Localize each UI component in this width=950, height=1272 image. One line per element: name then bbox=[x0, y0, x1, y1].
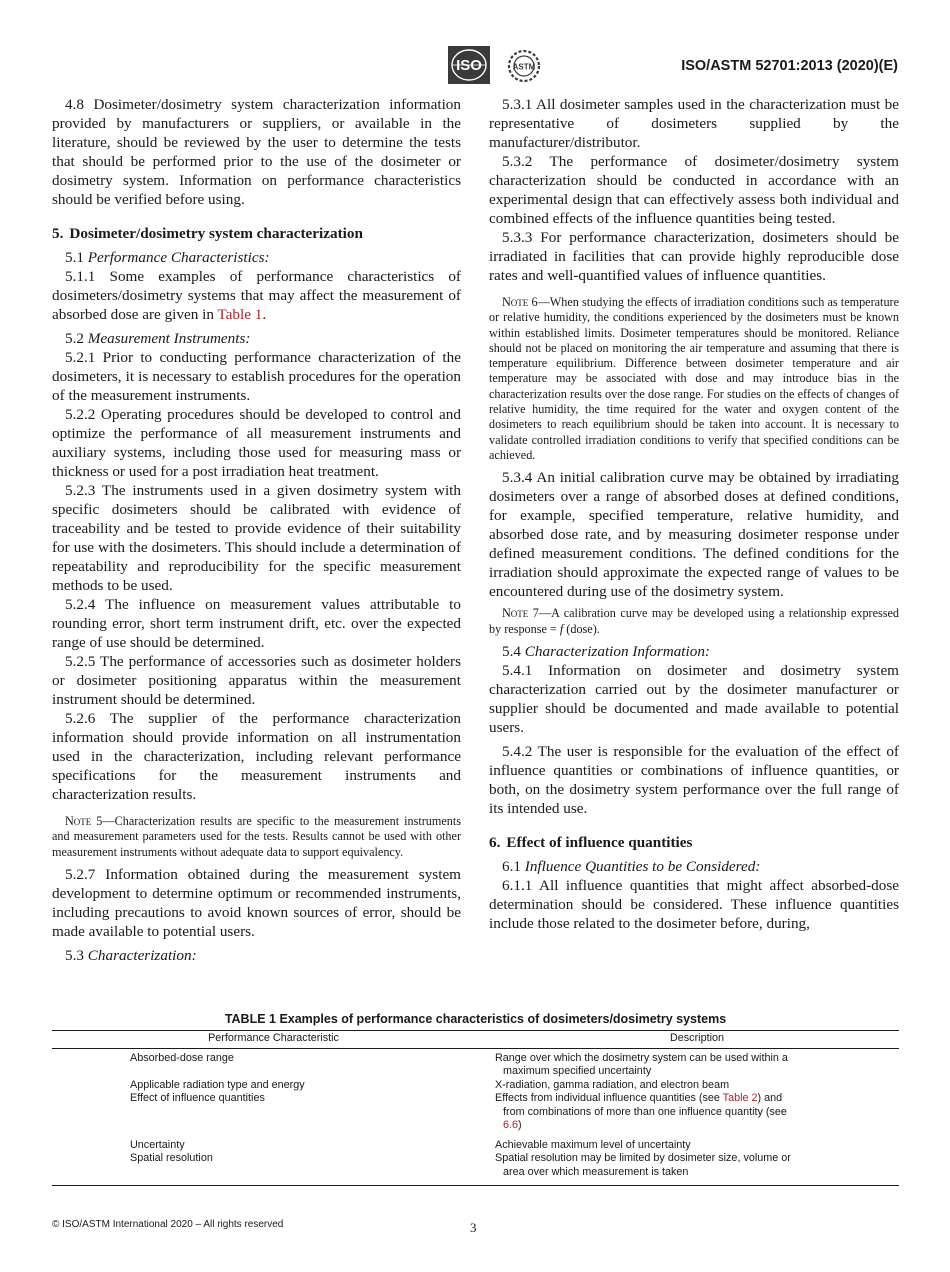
note-6-text: —When studying the effects of irradiation conditions such as temperature or relative humidity, the conditions experienced by the dosimeters must be known within established limits. Dosimeter temperatures should be monitored. Reliance should not be placed on monitoring the air temperature and assuming that there is temperature equilibrium. Difference between dosimeter temperature and air temperature may be associated with dose and may introduce bias in the characterization results over the dose range. For studies on the effects of changes of relative humidity, the time required for the water and oxygen content of the dosimeters to reach equilibrium should be taken into account. It is necessary to validate controlled irradiation conditions to verify that specified conditions can be achieved. bbox=[489, 295, 900, 462]
table-cell: Absorbed-dose range bbox=[130, 1051, 234, 1064]
table-cell-line: area over which measurement is taken bbox=[503, 1165, 689, 1178]
table-1-title: TABLE 1 Examples of performance characteristics of dosimeters/dosimetry systems bbox=[224, 1012, 727, 1026]
footer-copyright: © ISO/ASTM International 2020 – All rights reserved bbox=[52, 1219, 284, 1230]
table-header-row bbox=[52, 1031, 899, 1049]
iso-logo-icon bbox=[448, 46, 490, 84]
paragraph-5-3-4: 5.3.4 An initial calibration curve may be obtained by irradiating dosimeters over a range of absorbed doses at defined conditions, for example, specified temperature, relative humidity, and absorbed dose rate, and by measuring dosimeter response under defined measurement conditions. The defined conditions for the irradiation should approximate the expected range of values to be encountered during use of the dosimetry system. bbox=[489, 469, 899, 601]
table-cell-text: ) bbox=[518, 1119, 522, 1131]
paragraph-5-1-1 bbox=[52, 267, 461, 324]
paragraph-5-2-1: 5.2.1 Prior to conducting performance characterization of the dosimeters, it is necessary to establish procedures for the operation of the measurement instruments. bbox=[52, 349, 461, 404]
subsection-6-1-number: 6.1 bbox=[502, 857, 521, 875]
page-number: 3 bbox=[470, 1220, 477, 1235]
subsection-5-1-number: 5.1 bbox=[65, 249, 84, 266]
table-cell-line: maximum specified uncertainty bbox=[503, 1065, 652, 1077]
table-cell bbox=[495, 1152, 899, 1186]
note-7 bbox=[489, 606, 899, 637]
table-cell: Uncertainty bbox=[130, 1138, 185, 1151]
table-1-link[interactable]: Table 1 bbox=[217, 306, 263, 323]
table-row bbox=[52, 1133, 899, 1153]
table-cell: Effect of influence quantities bbox=[130, 1092, 265, 1104]
section-6-6-link[interactable]: 6.6 bbox=[503, 1119, 519, 1131]
column-header-description: Description bbox=[495, 1031, 899, 1049]
table-cell: Achievable maximum level of uncertainty bbox=[495, 1138, 691, 1151]
right-column bbox=[489, 95, 899, 933]
paragraph-5-2-7: 5.2.7 Information obtained during the measurement system development to determine optimum or recommended instruments, including precautions to avoid known sources of error, should be made available to potential users. bbox=[52, 865, 461, 940]
left-column bbox=[52, 95, 461, 965]
subsection-6-1 bbox=[489, 857, 899, 876]
svg-text:ASTM: ASTM bbox=[512, 62, 536, 72]
note-5 bbox=[52, 814, 461, 860]
paragraph-5-1-1-text: 5.1.1 Some examples of performance characteristics of dosimeters/dosimetry systems that may affect the measurement of absorbed dose are given in bbox=[52, 268, 461, 323]
table-cell-line: from combinations of more than one influence quantity (see bbox=[503, 1105, 787, 1118]
table-row bbox=[52, 1152, 899, 1186]
paragraph-5-2-6: 5.2.6 The supplier of the performance characterization information should provide information on all instrumentation used in the characterization, including relevant performance specifications for the measurement instruments and characterization results. bbox=[52, 710, 461, 803]
paragraph-5-4-2: 5.4.2 The user is responsible for the evaluation of the effect of influence quantities or combinations of influence quantities, or both, on the dosimetry system performance over the full range of its intended use. bbox=[489, 742, 899, 817]
table-row bbox=[52, 1079, 899, 1093]
note-6-label: Note 6 bbox=[502, 295, 538, 309]
paragraph-5-2-4: 5.2.4 The influence on measurement values attributable to rounding error, short term instrument drift, etc. over the expected range of use should be determined. bbox=[52, 596, 461, 651]
subsection-5-2-title: Measurement Instruments: bbox=[87, 330, 251, 347]
table-cell: X-radiation, gamma radiation, and electron beam bbox=[495, 1078, 730, 1091]
document-id: ISO/ASTM 52701:2013 (2020)(E) bbox=[681, 58, 898, 74]
table-1-grid bbox=[52, 1030, 899, 1186]
section-6-number: 6. bbox=[489, 833, 501, 851]
table-row bbox=[52, 1048, 899, 1079]
table-cell-line: Range over which the dosimetry system can be used within a bbox=[495, 1051, 788, 1064]
note-7-f: f bbox=[559, 621, 564, 636]
table-1 bbox=[52, 1012, 899, 1186]
table-cell-text: Effects from individual influence quantities (see bbox=[495, 1092, 723, 1104]
table-cell-line bbox=[495, 1092, 819, 1106]
table-row bbox=[52, 1092, 899, 1133]
column-header-characteristic: Performance Characteristic bbox=[52, 1031, 495, 1049]
section-5-number: 5. bbox=[52, 225, 64, 242]
header-logos bbox=[448, 46, 558, 86]
subsection-5-3-title: Characterization: bbox=[87, 946, 197, 964]
note-6 bbox=[489, 295, 899, 463]
subsection-5-4-title: Characterization Information: bbox=[524, 642, 710, 660]
table-cell: Spatial resolution bbox=[52, 1152, 495, 1186]
svg-text:ISO: ISO bbox=[456, 57, 482, 74]
note-7-end: (dose). bbox=[563, 621, 600, 636]
subsection-5-3-number: 5.3 bbox=[65, 946, 84, 964]
astm-logo-icon bbox=[504, 48, 544, 84]
subsection-6-1-title: Influence Quantities to be Considered: bbox=[524, 857, 761, 875]
paragraph-5-2-3: 5.2.3 The instruments used in a given dosimetry system with specific dosimeters should be calibrated with evidence of traceability and be tested to provide evidence of their suitability for use with the dosimeters. This should include a determination of repeatability and reproducibility for the specific measurement methods to be used. bbox=[52, 482, 461, 594]
table-cell bbox=[495, 1092, 899, 1133]
subsection-5-2 bbox=[52, 329, 461, 348]
subsection-5-1-title: Performance Characteristics: bbox=[87, 249, 270, 266]
table-2-link[interactable]: Table 2 bbox=[722, 1092, 758, 1104]
section-6-title: Effect of influence quantities bbox=[506, 833, 693, 851]
paragraph-5-3-1: 5.3.1 All dosimeter samples used in the characterization must be representative of dosimeters supplied by the manufacturer/distributor. bbox=[489, 96, 899, 151]
paragraph-5-2-2: 5.2.2 Operating procedures should be developed to control and optimize the performance of all measurement instruments and auxiliary systems, including those used for measuring mass or thickness or used for a post irradiation heat treatment. bbox=[52, 406, 461, 480]
paragraph-5-2-5: 5.2.5 The performance of accessories such as dosimeter holders or dosimeter positioning apparatus within the measurement instrument should be determined. bbox=[52, 653, 461, 708]
section-5-title: Dosimeter/dosimetry system characterization bbox=[69, 225, 363, 242]
note-7-text: —A calibration curve may be developed using a relationship expressed by response = bbox=[489, 606, 899, 636]
paragraph-5-1-1-end: . bbox=[262, 306, 267, 323]
paragraph-5-4-1: 5.4.1 Information on dosimeter and dosimetry system characterization carried out by the dosimeter manufacturer or supplier should be documented and made available to potential users. bbox=[489, 661, 899, 736]
paragraph-5-3-2: 5.3.2 The performance of dosimeter/dosimetry system characterization should be conducted in accordance with an experimental design that can effectively assess both individual and combined effects of the influence quantities being tested. bbox=[489, 153, 899, 227]
subsection-5-4-number: 5.4 bbox=[502, 642, 521, 660]
section-5-heading bbox=[52, 224, 461, 243]
table-cell-text: ) and bbox=[757, 1092, 783, 1104]
note-5-text: —Characterization results are specific to the measurement instruments and measurement parameters used for the tests. Results cannot be used with other measurement instruments without adequate data to support equivalency. bbox=[52, 814, 461, 859]
subsection-5-2-number: 5.2 bbox=[65, 330, 84, 347]
subsection-5-3 bbox=[52, 946, 461, 965]
paragraph-6-1-1: 6.1.1 All influence quantities that might affect absorbed-dose determination should be considered. These influence quantities include those related to the dosimeter before, during, bbox=[489, 876, 899, 932]
section-6-heading bbox=[489, 833, 899, 852]
subsection-5-1 bbox=[52, 248, 461, 267]
table-cell-line bbox=[495, 1119, 819, 1133]
table-cell-line: Spatial resolution may be limited by dosimeter size, volume or bbox=[495, 1152, 791, 1164]
paragraph-5-3-3: 5.3.3 For performance characterization, dosimeters should be irradiated in facilities that can provide highly reproducible dose rates and well-quantified values of influence quantities. bbox=[489, 229, 899, 284]
paragraph-4-8: 4.8 Dosimeter/dosimetry system characterization information provided by manufacturers or suppliers, or available in the literature, should be reviewed by the user to determine the tests that should be performed prior to the use of the dosimeter or dosimetry system. Information on performance characteristics should be verified before using. bbox=[52, 96, 461, 208]
table-cell bbox=[495, 1048, 899, 1079]
note-5-label: Note 5 bbox=[65, 814, 103, 828]
subsection-5-4 bbox=[489, 642, 899, 661]
note-7-label: Note 7 bbox=[502, 606, 539, 621]
table-cell: Applicable radiation type and energy bbox=[130, 1078, 305, 1091]
